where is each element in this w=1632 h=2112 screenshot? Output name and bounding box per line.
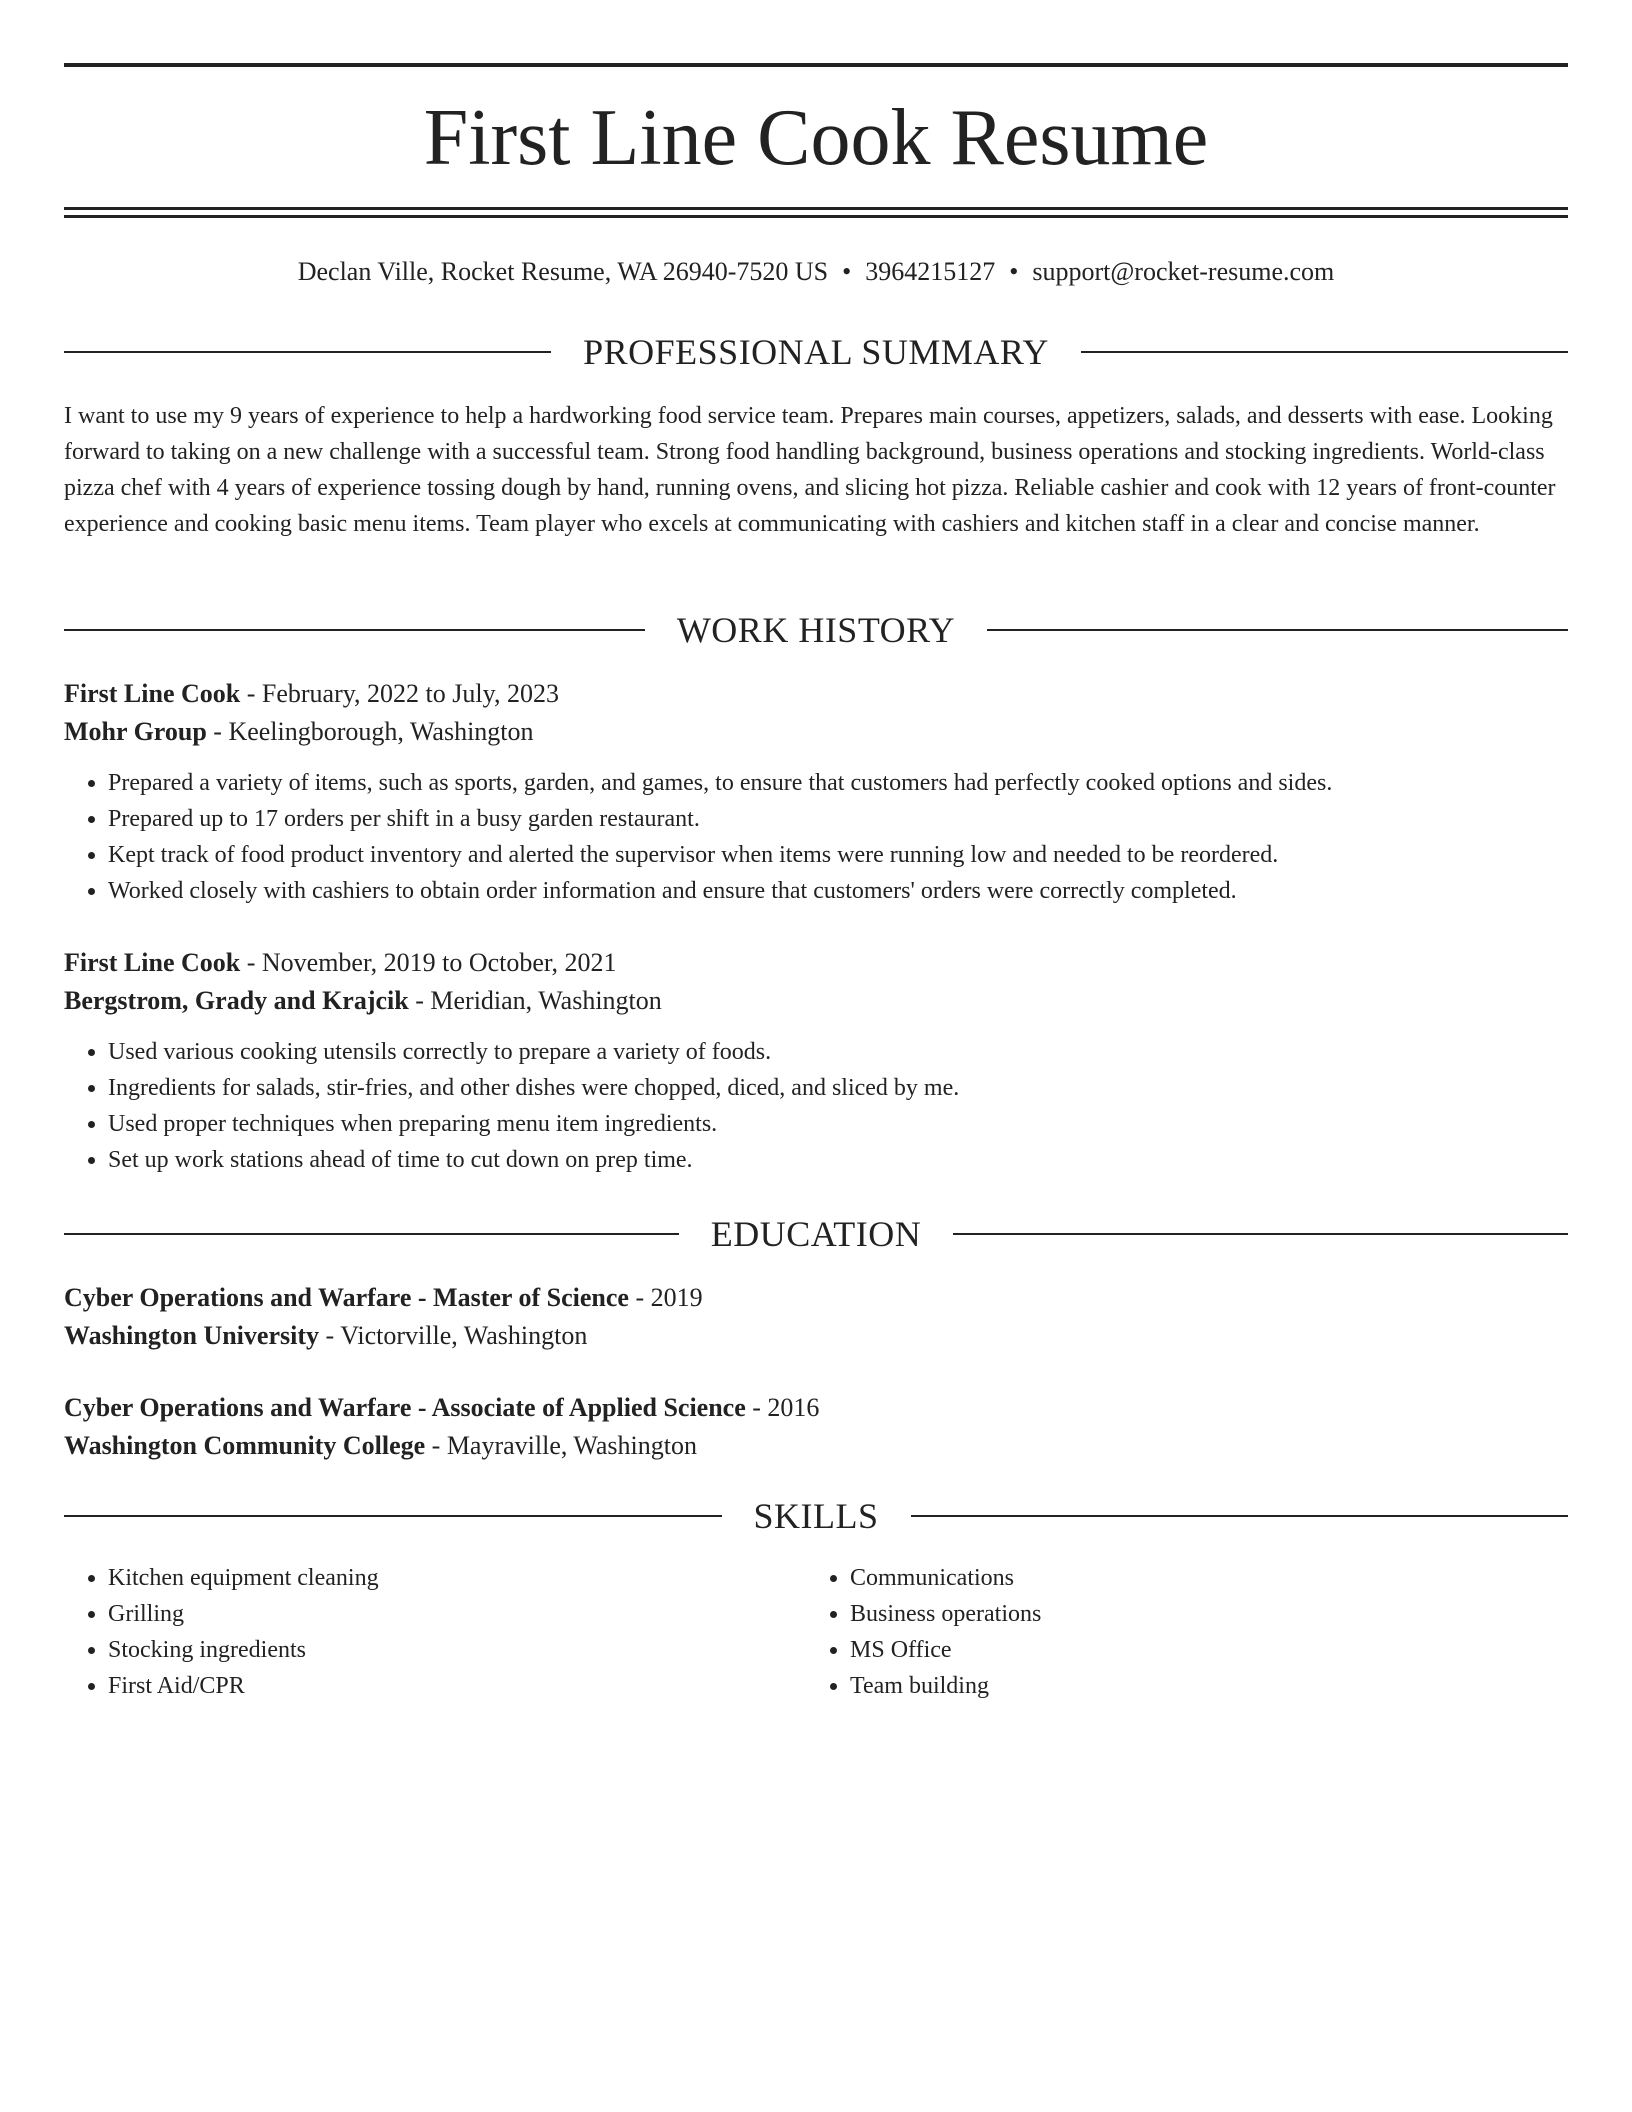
job-entry: [64, 944, 1568, 1178]
list-item: • Communications: [850, 1560, 1548, 1596]
contact-separator: •: [842, 257, 852, 286]
section-header-skills: [64, 1494, 1568, 1538]
job-entry: [64, 675, 1568, 909]
job-dates: - February, 2022 to July, 2023: [240, 679, 559, 708]
section-rule: [987, 629, 1568, 631]
section-title: SKILLS: [753, 1496, 879, 1536]
section-rule: [64, 1233, 679, 1235]
contact-line: [64, 252, 1568, 292]
section-rule: [1081, 351, 1568, 353]
education-location: - Mayraville, Washington: [425, 1431, 697, 1460]
job-bullets: [64, 765, 1568, 909]
skills-list-right: [806, 1560, 1548, 1704]
contact-address: Declan Ville, Rocket Resume, WA 26940-7520 US: [297, 257, 829, 286]
list-item: • Ingredients for salads, stir-fries, and other dishes were chopped, diced, and sliced by me.: [108, 1070, 1568, 1106]
education-location: - Victorville, Washington: [319, 1321, 588, 1350]
list-item: • Kept track of food product inventory and alerted the supervisor when items were running low and needed to be reordered.: [108, 837, 1568, 873]
job-location: - Meridian, Washington: [408, 986, 662, 1015]
job-company: Mohr Group: [64, 717, 207, 746]
list-item: • Team building: [850, 1668, 1548, 1704]
education-entry: [64, 1389, 1568, 1465]
job-location: - Keelingborough, Washington: [206, 717, 534, 746]
education-degree: Cyber Operations and Warfare - Master of Science: [64, 1283, 629, 1312]
section-rule: [953, 1233, 1568, 1235]
contact-phone: 3964215127: [865, 257, 996, 286]
section-rule: [911, 1515, 1569, 1517]
list-item: • MS Office: [850, 1632, 1548, 1668]
education-school: Washington Community College: [64, 1431, 426, 1460]
job-bullets: [64, 1034, 1568, 1178]
skills-columns: [64, 1560, 1568, 1704]
section-title: EDUCATION: [710, 1214, 922, 1254]
list-item: • Worked closely with cashiers to obtain order information and ensure that customers' orders were correctly completed.: [108, 873, 1568, 909]
section-header-work: [64, 608, 1568, 652]
list-item: • Stocking ingredients: [108, 1632, 806, 1668]
job-title: First Line Cook: [64, 948, 241, 977]
list-item: • Set up work stations ahead of time to cut down on prep time.: [108, 1142, 1568, 1178]
top-rule: [64, 63, 1568, 67]
education-degree: Cyber Operations and Warfare - Associate of Applied Science: [64, 1393, 746, 1422]
education-entry: [64, 1279, 1568, 1355]
section-rule: [64, 351, 551, 353]
title-rule-upper: [64, 207, 1568, 210]
list-item: • Used various cooking utensils correctly to prepare a variety of foods.: [108, 1034, 1568, 1070]
section-header-education: [64, 1212, 1568, 1256]
skills-list-left: [64, 1560, 806, 1704]
section-rule: [64, 629, 645, 631]
list-item: • Used proper techniques when preparing menu item ingredients.: [108, 1106, 1568, 1142]
title-rule-lower: [64, 215, 1568, 218]
resume-title: First Line Cook Resume: [423, 94, 1209, 182]
list-item: • Prepared up to 17 orders per shift in a busy garden restaurant.: [108, 801, 1568, 837]
list-item: • Kitchen equipment cleaning: [108, 1560, 806, 1596]
list-item: • Business operations: [850, 1596, 1548, 1632]
education-year: - 2016: [745, 1393, 820, 1422]
list-item: • Prepared a variety of items, such as sports, garden, and games, to ensure that customers had perfectly cooked options and sides.: [108, 765, 1568, 801]
section-rule: [64, 1515, 722, 1517]
job-title: First Line Cook: [64, 679, 241, 708]
section-title: PROFESSIONAL SUMMARY: [583, 332, 1049, 372]
education-year: - 2019: [628, 1283, 703, 1312]
list-item: • First Aid/CPR: [108, 1668, 806, 1704]
section-title: WORK HISTORY: [676, 610, 956, 650]
summary-paragraph: I want to use my 9 years of experience to help a hardworking food service team. Prepares main courses, appetizers, salads, and desserts with ease. Looking forward to taking on a new challenge with a successful team. Strong food handling background, business operations and stocking ingredients. World-class pizza chef with 4 years of experience tossing dough by hand, running ovens, and slicing hot pizza. Reliable cashier and cook with 12 years of front-counter experience and cooking basic menu items. Team player who excels at communicating with cashiers and kitchen staff in a clear and concise manner.: [64, 403, 1556, 537]
list-item: • Grilling: [108, 1596, 806, 1632]
contact-separator: •: [1009, 257, 1019, 286]
section-header-summary: [64, 330, 1568, 374]
job-company: Bergstrom, Grady and Krajcik: [64, 986, 409, 1015]
job-dates: - November, 2019 to October, 2021: [240, 948, 617, 977]
education-school: Washington University: [64, 1321, 319, 1350]
contact-email: support@rocket-resume.com: [1032, 257, 1335, 286]
